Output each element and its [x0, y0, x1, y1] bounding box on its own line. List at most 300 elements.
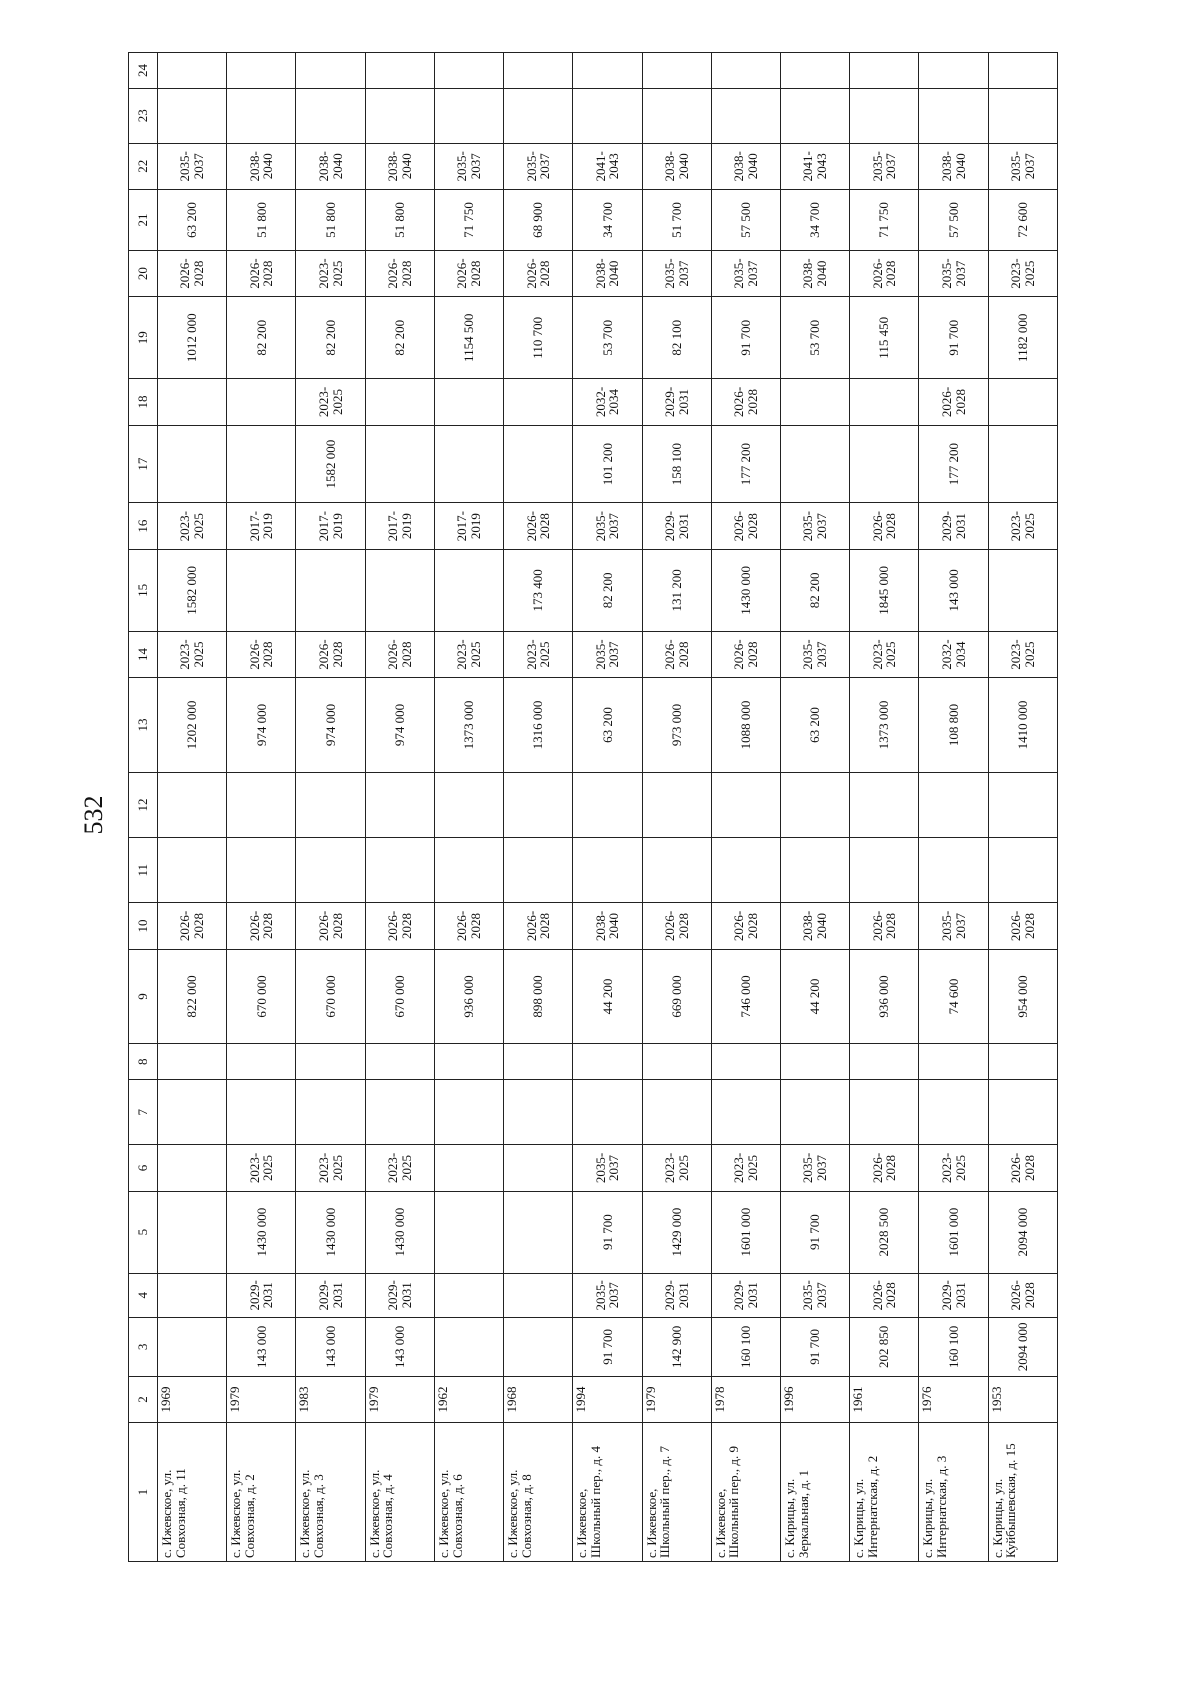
table-cell: [573, 88, 642, 143]
table-cell: [573, 838, 642, 903]
table-cell: [850, 53, 919, 89]
table-cell: [988, 549, 1057, 631]
table-cell: 2026-2028: [504, 903, 573, 949]
table-row: [296, 53, 365, 1562]
table-cell: 34 700: [573, 189, 642, 250]
table-cell: [365, 88, 434, 143]
table-cell: 160 100: [919, 1317, 988, 1376]
table-cell: [434, 1273, 503, 1317]
table-cell: 2026-2028: [504, 250, 573, 296]
table-cell: [365, 838, 434, 903]
table-cell: 2023-2025: [850, 631, 919, 677]
table-cell: 1012 000: [158, 297, 227, 379]
table-cell: 1979: [642, 1376, 711, 1422]
table-cell: 143 000: [919, 549, 988, 631]
table-cell: 2023-2025: [711, 1145, 780, 1191]
table-cell: 91 700: [711, 297, 780, 379]
table-cell: [365, 53, 434, 89]
table-cell: [780, 1044, 849, 1080]
table-cell: [504, 1191, 573, 1273]
column-header: 16: [129, 503, 158, 549]
table-row: [227, 53, 296, 1562]
table-cell: 2026-2028: [158, 250, 227, 296]
address-cell: с. Кирицы, ул. Интернатская, д. 2: [850, 1423, 919, 1562]
table-cell: 1969: [158, 1376, 227, 1422]
table-cell: 2035-2037: [573, 1273, 642, 1317]
table-cell: [434, 1317, 503, 1376]
table-cell: 2038-2040: [296, 143, 365, 189]
table-cell: [365, 425, 434, 503]
table-cell: 2026-2028: [365, 903, 434, 949]
table-cell: 2026-2028: [227, 631, 296, 677]
table-cell: 82 100: [642, 297, 711, 379]
table-cell: 51 800: [365, 189, 434, 250]
table-cell: 1601 000: [919, 1191, 988, 1273]
table-cell: 2029-2031: [227, 1273, 296, 1317]
table-cell: 2026-2028: [296, 631, 365, 677]
table-cell: 746 000: [711, 949, 780, 1044]
table-cell: [711, 1044, 780, 1080]
table-cell: [850, 838, 919, 903]
table-cell: 670 000: [296, 949, 365, 1044]
table-cell: 2038-2040: [711, 143, 780, 189]
table-cell: [919, 838, 988, 903]
table-cell: 2035-2037: [780, 1273, 849, 1317]
table-cell: [296, 53, 365, 89]
table-cell: 2038-2040: [919, 143, 988, 189]
address-cell: с. Кирицы, ул. Куйбышевская, д. 15: [988, 1423, 1057, 1562]
table-cell: [573, 1044, 642, 1080]
table-cell: 2023-2025: [158, 503, 227, 549]
table-row: [434, 53, 503, 1562]
table-cell: [227, 425, 296, 503]
column-header: 15: [129, 549, 158, 631]
table-cell: 1088 000: [711, 678, 780, 773]
column-header: 10: [129, 903, 158, 949]
address-cell: с. Ижевское, ул. Совхозная, д. 11: [158, 1423, 227, 1562]
table-cell: 2023-2025: [988, 503, 1057, 549]
table-cell: 974 000: [296, 678, 365, 773]
column-header: 9: [129, 949, 158, 1044]
column-header: 21: [129, 189, 158, 250]
table-cell: 2026-2028: [850, 250, 919, 296]
table-cell: 2026-2028: [850, 1273, 919, 1317]
table-cell: [158, 1145, 227, 1191]
table-cell: [227, 53, 296, 89]
table-cell: 1601 000: [711, 1191, 780, 1273]
table-cell: 63 200: [780, 678, 849, 773]
table-cell: [573, 53, 642, 89]
table-cell: [919, 88, 988, 143]
table-cell: 2035-2037: [919, 903, 988, 949]
table-cell: 2035-2037: [573, 503, 642, 549]
table-cell: 82 200: [227, 297, 296, 379]
table-cell: 669 000: [642, 949, 711, 1044]
column-header: 19: [129, 297, 158, 379]
table-cell: [504, 1145, 573, 1191]
table-cell: 1968: [504, 1376, 573, 1422]
table-cell: [780, 88, 849, 143]
table-cell: 1430 000: [365, 1191, 434, 1273]
table-cell: 2038-2040: [365, 143, 434, 189]
table-cell: [434, 838, 503, 903]
table-cell: 2023-2025: [434, 631, 503, 677]
table-cell: 51 800: [227, 189, 296, 250]
table-cell: [988, 88, 1057, 143]
table-cell: 2038-2040: [573, 250, 642, 296]
table-cell: [850, 772, 919, 837]
table-cell: [850, 1080, 919, 1145]
table-cell: 2026-2028: [227, 903, 296, 949]
table-cell: 974 000: [227, 678, 296, 773]
table-cell: 63 200: [158, 189, 227, 250]
address-cell: с. Ижевское, ул. Совхозная, д. 4: [365, 1423, 434, 1562]
table-cell: [158, 53, 227, 89]
table-cell: 2023-2025: [988, 631, 1057, 677]
column-header: 24: [129, 53, 158, 89]
table-cell: 898 000: [504, 949, 573, 1044]
table-row: [573, 53, 642, 1562]
table-cell: 2023-2025: [919, 1145, 988, 1191]
table-cell: 177 200: [919, 425, 988, 503]
table-cell: 1182 000: [988, 297, 1057, 379]
column-header: 14: [129, 631, 158, 677]
table-cell: [296, 1080, 365, 1145]
table-cell: [434, 425, 503, 503]
table-cell: [504, 53, 573, 89]
table-cell: 954 000: [988, 949, 1057, 1044]
column-header: 4: [129, 1273, 158, 1317]
table-cell: 1410 000: [988, 678, 1057, 773]
table-cell: 2017-2019: [434, 503, 503, 549]
table-cell: [850, 425, 919, 503]
table-cell: 2035-2037: [850, 143, 919, 189]
table-cell: 2026-2028: [711, 631, 780, 677]
table-cell: 2026-2028: [642, 903, 711, 949]
address-cell: с. Кирицы, ул. Зеркальная, д. 1: [780, 1423, 849, 1562]
table-cell: [642, 1080, 711, 1145]
table-row: [642, 53, 711, 1562]
table-cell: 143 000: [227, 1317, 296, 1376]
table-cell: 2026-2028: [296, 903, 365, 949]
table-cell: [850, 88, 919, 143]
table-cell: 1582 000: [158, 549, 227, 631]
table-cell: 2023-2025: [158, 631, 227, 677]
table-cell: 82 200: [573, 549, 642, 631]
table-cell: [227, 379, 296, 425]
table-cell: 44 200: [780, 949, 849, 1044]
table-cell: 143 000: [365, 1317, 434, 1376]
column-header: 6: [129, 1145, 158, 1191]
table-cell: 2035-2037: [434, 143, 503, 189]
column-header: 5: [129, 1191, 158, 1273]
table-cell: [158, 1273, 227, 1317]
table-cell: 108 800: [919, 678, 988, 773]
column-header: 11: [129, 838, 158, 903]
table-cell: [365, 549, 434, 631]
table-cell: [988, 772, 1057, 837]
table-cell: 131 200: [642, 549, 711, 631]
table-cell: [573, 772, 642, 837]
table-cell: 2038-2040: [780, 903, 849, 949]
table-cell: 2026-2028: [711, 503, 780, 549]
table-cell: 72 600: [988, 189, 1057, 250]
table-cell: 44 200: [573, 949, 642, 1044]
table-cell: 68 900: [504, 189, 573, 250]
table-cell: 74 600: [919, 949, 988, 1044]
table-cell: 1430 000: [227, 1191, 296, 1273]
table-cell: [227, 838, 296, 903]
address-cell: с. Ижевское, Школьный пер., д. 9: [711, 1423, 780, 1562]
table-cell: 71 750: [434, 189, 503, 250]
column-header: 2: [129, 1376, 158, 1422]
table-cell: 91 700: [780, 1317, 849, 1376]
column-header: 18: [129, 379, 158, 425]
table-cell: [434, 1145, 503, 1191]
table-cell: [504, 379, 573, 425]
table-cell: 1373 000: [850, 678, 919, 773]
table-cell: [158, 1080, 227, 1145]
table-cell: 2041-2043: [780, 143, 849, 189]
table-cell: 2026-2028: [158, 903, 227, 949]
table-cell: 2041-2043: [573, 143, 642, 189]
table-cell: 2026-2028: [919, 379, 988, 425]
table-cell: 2035-2037: [642, 250, 711, 296]
column-header: 23: [129, 88, 158, 143]
table-row: [504, 53, 573, 1562]
table-cell: [919, 772, 988, 837]
table-cell: 177 200: [711, 425, 780, 503]
table-cell: [642, 88, 711, 143]
repair-schedule-table: [128, 52, 1058, 1562]
table-cell: 1953: [988, 1376, 1057, 1422]
table-cell: 91 700: [573, 1191, 642, 1273]
table-cell: 936 000: [434, 949, 503, 1044]
table-cell: [988, 838, 1057, 903]
table-cell: 2029-2031: [919, 503, 988, 549]
table-cell: [642, 53, 711, 89]
table-cell: 2026-2028: [988, 1145, 1057, 1191]
table-cell: 1582 000: [296, 425, 365, 503]
table-cell: 1962: [434, 1376, 503, 1422]
table-cell: [780, 379, 849, 425]
table-row: [365, 53, 434, 1562]
table-cell: 670 000: [365, 949, 434, 1044]
table-cell: 160 100: [711, 1317, 780, 1376]
table-cell: 202 850: [850, 1317, 919, 1376]
table-cell: [780, 425, 849, 503]
table-cell: [158, 379, 227, 425]
table-cell: 1979: [365, 1376, 434, 1422]
table-cell: [227, 772, 296, 837]
column-header: 20: [129, 250, 158, 296]
table-cell: 1202 000: [158, 678, 227, 773]
table-cell: 2028 500: [850, 1191, 919, 1273]
table-cell: [296, 772, 365, 837]
table-cell: 2026-2028: [434, 903, 503, 949]
table-cell: 2023-2025: [296, 1145, 365, 1191]
table-cell: 34 700: [780, 189, 849, 250]
table-cell: 57 500: [919, 189, 988, 250]
table-cell: 57 500: [711, 189, 780, 250]
table-cell: 1373 000: [434, 678, 503, 773]
column-header: 8: [129, 1044, 158, 1080]
table-cell: [711, 53, 780, 89]
table-cell: [158, 88, 227, 143]
table-cell: 2029-2031: [919, 1273, 988, 1317]
address-cell: с. Ижевское, ул. Совхозная, д. 8: [504, 1423, 573, 1562]
table-cell: 2026-2028: [227, 250, 296, 296]
table-cell: 2035-2037: [711, 250, 780, 296]
table-cell: 2026-2028: [850, 903, 919, 949]
table-cell: [988, 1080, 1057, 1145]
table-cell: 2026-2028: [988, 903, 1057, 949]
table-cell: 2023-2025: [365, 1145, 434, 1191]
table-cell: [158, 1191, 227, 1273]
address-cell: с. Ижевское, ул. Совхозная, д. 6: [434, 1423, 503, 1562]
table-cell: [434, 1044, 503, 1080]
table-cell: 2023-2025: [296, 379, 365, 425]
table-cell: 2017-2019: [365, 503, 434, 549]
table-cell: [158, 838, 227, 903]
table-cell: [158, 1044, 227, 1080]
table-cell: [504, 88, 573, 143]
table-cell: [504, 772, 573, 837]
table-cell: 2032-2034: [573, 379, 642, 425]
table-cell: [227, 1080, 296, 1145]
address-cell: с. Ижевское, Школьный пер., д. 4: [573, 1423, 642, 1562]
table-row: [988, 53, 1057, 1562]
table-cell: 173 400: [504, 549, 573, 631]
table-row: [711, 53, 780, 1562]
table-cell: [504, 1273, 573, 1317]
table-cell: [504, 838, 573, 903]
table-cell: 1979: [227, 1376, 296, 1422]
table-cell: 2026-2028: [850, 1145, 919, 1191]
table-cell: 1845 000: [850, 549, 919, 631]
table-cell: [919, 1080, 988, 1145]
table-cell: [988, 53, 1057, 89]
rotated-table-wrapper: [128, 52, 1058, 1562]
address-cell: с. Ижевское, Школьный пер., д. 7: [642, 1423, 711, 1562]
table-cell: 53 700: [780, 297, 849, 379]
table-cell: 2035-2037: [504, 143, 573, 189]
table-cell: 2023-2025: [504, 631, 573, 677]
table-cell: 2038-2040: [780, 250, 849, 296]
table-cell: 115 450: [850, 297, 919, 379]
table-cell: 2029-2031: [711, 1273, 780, 1317]
table-cell: 2026-2028: [365, 250, 434, 296]
table-cell: [227, 1044, 296, 1080]
table-cell: [365, 1080, 434, 1145]
table-cell: 974 000: [365, 678, 434, 773]
table-cell: [227, 88, 296, 143]
table-cell: 101 200: [573, 425, 642, 503]
table-cell: [919, 1044, 988, 1080]
table-cell: [850, 379, 919, 425]
address-cell: с. Ижевское, ул. Совхозная, д. 2: [227, 1423, 296, 1562]
table-cell: 2035-2037: [573, 631, 642, 677]
column-header: 7: [129, 1080, 158, 1145]
table-cell: 2094 000: [988, 1191, 1057, 1273]
table-cell: 2029-2031: [365, 1273, 434, 1317]
table-cell: 2094 000: [988, 1317, 1057, 1376]
table-cell: 51 800: [296, 189, 365, 250]
table-cell: 2029-2031: [642, 1273, 711, 1317]
table-cell: [158, 1317, 227, 1376]
table-cell: 53 700: [573, 297, 642, 379]
table-cell: 2026-2028: [504, 503, 573, 549]
table-cell: [296, 88, 365, 143]
table-cell: [227, 549, 296, 631]
table-cell: 82 200: [365, 297, 434, 379]
table-cell: [365, 1044, 434, 1080]
table-cell: [988, 379, 1057, 425]
table-cell: 2026-2028: [711, 903, 780, 949]
table-cell: 2035-2037: [780, 631, 849, 677]
table-cell: [434, 379, 503, 425]
table-cell: 2029-2031: [296, 1273, 365, 1317]
table-cell: [296, 1044, 365, 1080]
table-cell: 1994: [573, 1376, 642, 1422]
table-cell: [434, 1080, 503, 1145]
table-cell: 2023-2025: [988, 250, 1057, 296]
table-cell: [296, 549, 365, 631]
table-cell: [504, 425, 573, 503]
address-cell: с. Ижевское, ул. Совхозная, д. 3: [296, 1423, 365, 1562]
table-cell: [780, 1080, 849, 1145]
table-cell: [642, 1044, 711, 1080]
table-cell: 2035-2037: [780, 1145, 849, 1191]
table-cell: [504, 1044, 573, 1080]
table-cell: 2032-2034: [919, 631, 988, 677]
table-body: [158, 53, 1058, 1562]
table-cell: 2026-2028: [711, 379, 780, 425]
table-cell: [504, 1317, 573, 1376]
table-cell: 2035-2037: [573, 1145, 642, 1191]
table-cell: [434, 772, 503, 837]
table-cell: 936 000: [850, 949, 919, 1044]
table-cell: [988, 1044, 1057, 1080]
table-cell: [780, 53, 849, 89]
table-cell: 1430 000: [296, 1191, 365, 1273]
table-cell: 63 200: [573, 678, 642, 773]
column-header: 1: [129, 1423, 158, 1562]
table-row: [850, 53, 919, 1562]
table-cell: 2023-2025: [296, 250, 365, 296]
table-cell: 2026-2028: [850, 503, 919, 549]
table-cell: [711, 1080, 780, 1145]
table-cell: [434, 53, 503, 89]
column-header: 3: [129, 1317, 158, 1376]
table-cell: 158 100: [642, 425, 711, 503]
table-cell: [919, 53, 988, 89]
table-row: [919, 53, 988, 1562]
table-cell: [711, 838, 780, 903]
table-cell: [434, 1191, 503, 1273]
table-cell: 2035-2037: [780, 503, 849, 549]
address-cell: с. Кирицы, ул. Интернатская, д. 3: [919, 1423, 988, 1562]
table-cell: [365, 772, 434, 837]
table-cell: [434, 88, 503, 143]
table-cell: [365, 379, 434, 425]
table-cell: 1316 000: [504, 678, 573, 773]
table-cell: [158, 425, 227, 503]
table-cell: 2026-2028: [988, 1273, 1057, 1317]
table-cell: 2026-2028: [365, 631, 434, 677]
column-header: 13: [129, 678, 158, 773]
column-header: 17: [129, 425, 158, 503]
